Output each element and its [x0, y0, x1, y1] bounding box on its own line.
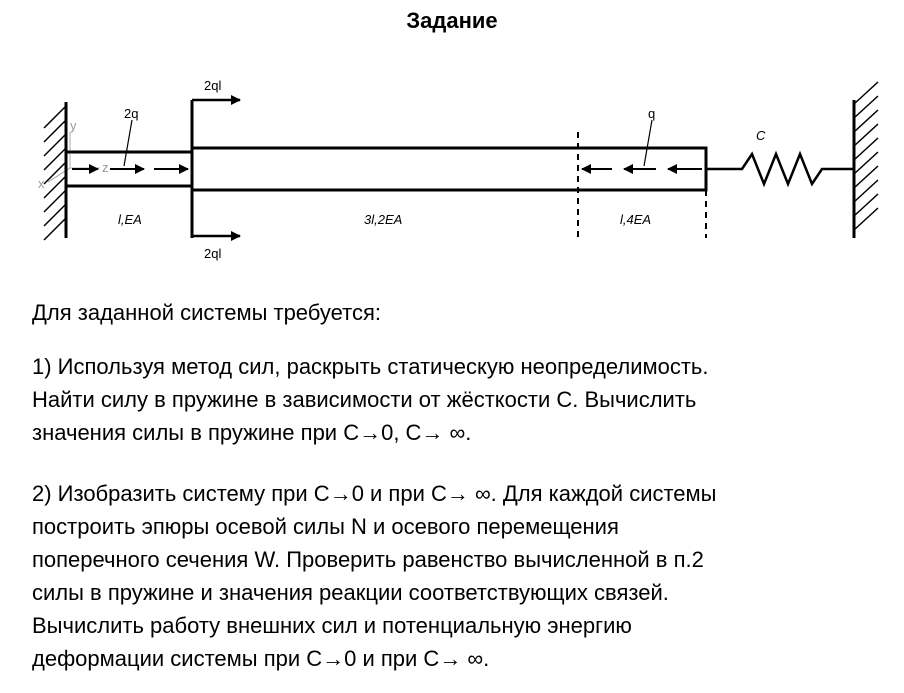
axis-x-label: x	[38, 176, 45, 191]
segment-2-label: 3l,2EA	[364, 212, 403, 227]
task-item-2	[32, 477, 882, 675]
item1-line-3: значения силы в пружине при C→0, C→ ∞.	[32, 420, 472, 445]
force-2ql-top-label: 2ql	[204, 78, 222, 93]
beam-diagram	[0, 60, 904, 275]
page-title: Задание	[406, 8, 498, 33]
axis-y-label: y	[70, 118, 77, 133]
segment-1-label: l,EA	[118, 212, 142, 227]
item2-line-4: силы в пружине и значения реакции соответствующих связей.	[32, 580, 669, 605]
dist-q-leader	[644, 120, 652, 166]
right-wall	[854, 82, 878, 238]
left-wall	[44, 102, 66, 240]
force-2ql-bottom-label: 2ql	[204, 246, 222, 261]
item2-line-2: построить эпюры осевой силы N и осевого перемещения	[32, 514, 619, 539]
task-item-1	[32, 350, 882, 449]
item1-line-1: 1) Используя метод сил, раскрыть статическую неопределимость.	[32, 354, 709, 379]
task-text	[32, 296, 882, 329]
item2-line-6: деформации системы при C→0 и при C→ ∞.	[32, 646, 490, 671]
intro-line: Для заданной системы требуется:	[32, 300, 382, 325]
spring	[706, 154, 854, 184]
item2-line-5: Вычислить работу внешних сил и потенциальную энергию	[32, 613, 632, 638]
axis-z-label: z	[102, 160, 109, 175]
item1-line-2: Найти силу в пружине в зависимости от жёсткости C. Вычислить	[32, 387, 697, 412]
dist-2q-label: 2q	[124, 106, 139, 121]
dist-q-label: q	[648, 106, 656, 121]
item2-line-1: 2) Изобразить систему при C→0 и при C→ ∞. Для каждой системы	[32, 481, 717, 506]
item2-line-3: поперечного сечения W. Проверить равенство вычисленной в п.2	[32, 547, 704, 572]
segment-3-label: l,4EA	[620, 212, 652, 227]
dist-2q-leader	[124, 120, 132, 166]
spring-label: C	[756, 128, 766, 143]
axes	[48, 132, 100, 182]
